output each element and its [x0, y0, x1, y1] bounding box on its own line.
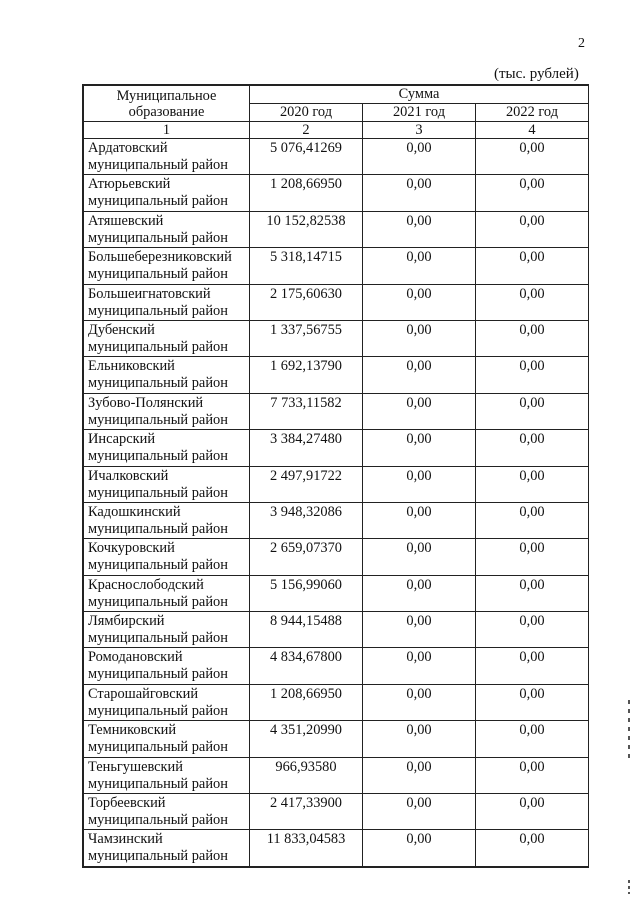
municipality-name: [84, 466, 250, 502]
sum-2022-cell: 0,00: [476, 320, 589, 356]
municipality-name-line1: Теньгушевский: [88, 758, 183, 775]
column-number: 3: [363, 122, 476, 139]
sum-2022-cell: 0,00: [476, 757, 589, 793]
sum-2020-cell: 2 659,07370: [250, 539, 363, 575]
municipality-name: [84, 502, 250, 538]
municipality-name-line1: Зубово-Полянский: [88, 394, 204, 411]
table-row: [84, 357, 589, 393]
municipality-name-line1: Чамзинский: [88, 831, 163, 848]
municipality-name-line2: муниципальный район: [88, 266, 228, 283]
sum-2021-cell: 0,00: [363, 139, 476, 175]
sum-2020-cell: 2 175,60630: [250, 284, 363, 320]
municipality-name: [84, 175, 250, 211]
sum-2021-cell: 0,00: [363, 284, 476, 320]
municipality-name-line2: муниципальный район: [88, 193, 228, 210]
municipality-name: [84, 430, 250, 466]
municipality-name-line2: муниципальный район: [88, 812, 228, 829]
municipality-name-line2: муниципальный район: [88, 338, 228, 355]
municipality-name-line2: муниципальный район: [88, 557, 228, 574]
table-row: [84, 430, 589, 466]
municipality-name-line2: муниципальный район: [88, 411, 228, 428]
header-year-2022: 2022 год: [476, 104, 589, 122]
municipality-name-line2: муниципальный район: [88, 375, 228, 392]
sum-2022-cell: 0,00: [476, 539, 589, 575]
sum-2021-cell: 0,00: [363, 575, 476, 611]
municipality-name-line2: муниципальный район: [88, 739, 228, 756]
units-note: (тыс. рублей): [494, 66, 579, 82]
budget-table-frame: [82, 84, 589, 868]
sum-2020-cell: 11 833,04583: [250, 830, 363, 866]
sum-2020-cell: 10 152,82538: [250, 211, 363, 247]
sum-2021-cell: 0,00: [363, 430, 476, 466]
municipality-name-line2: муниципальный район: [88, 302, 228, 319]
municipality-name: [84, 357, 250, 393]
sum-2022-cell: 0,00: [476, 248, 589, 284]
table-row: [84, 612, 589, 648]
municipality-name-line1: Торбеевский: [88, 795, 166, 812]
municipality-name-line1: Старошайговский: [88, 685, 199, 702]
sum-2021-cell: 0,00: [363, 466, 476, 502]
municipality-name-line2: муниципальный район: [88, 775, 228, 792]
municipality-name: [84, 612, 250, 648]
sum-2022-cell: 0,00: [476, 357, 589, 393]
column-number: 4: [476, 122, 589, 139]
sum-2021-cell: 0,00: [363, 357, 476, 393]
header-municipality: Муниципальное образование: [84, 86, 250, 122]
sum-2021-cell: 0,00: [363, 211, 476, 247]
municipality-name-line1: Большеберезниковский: [88, 249, 232, 266]
table-row: [84, 466, 589, 502]
municipality-name-line2: муниципальный район: [88, 848, 228, 865]
municipality-name: [84, 320, 250, 356]
municipality-name-line1: Кадошкинский: [88, 503, 181, 520]
sum-2021-cell: 0,00: [363, 830, 476, 866]
sum-2021-cell: 0,00: [363, 721, 476, 757]
table-row: [84, 648, 589, 684]
sum-2020-cell: 2 417,33900: [250, 794, 363, 830]
sum-2021-cell: 0,00: [363, 794, 476, 830]
sum-2020-cell: 4 834,67800: [250, 648, 363, 684]
sum-2021-cell: 0,00: [363, 502, 476, 538]
table-row: [84, 502, 589, 538]
sum-2021-cell: 0,00: [363, 393, 476, 429]
sum-2020-cell: 966,93580: [250, 757, 363, 793]
sum-2020-cell: 5 076,41269: [250, 139, 363, 175]
sum-2022-cell: 0,00: [476, 466, 589, 502]
header-year-2020: 2020 год: [250, 104, 363, 122]
sum-2021-cell: 0,00: [363, 684, 476, 720]
sum-2020-cell: 7 733,11582: [250, 393, 363, 429]
municipality-name-line2: муниципальный район: [88, 229, 228, 246]
table-row: [84, 757, 589, 793]
sum-2020-cell: 5 318,14715: [250, 248, 363, 284]
municipality-name: [84, 539, 250, 575]
sum-2022-cell: 0,00: [476, 211, 589, 247]
sum-2022-cell: 0,00: [476, 794, 589, 830]
sum-2021-cell: 0,00: [363, 648, 476, 684]
page-number: 2: [578, 36, 585, 51]
municipality-name: [84, 648, 250, 684]
scan-edge-mark: [628, 700, 630, 760]
sum-2022-cell: 0,00: [476, 175, 589, 211]
municipality-name-line2: муниципальный район: [88, 520, 228, 537]
municipality-name-line1: Краснослободский: [88, 576, 204, 593]
sum-2021-cell: 0,00: [363, 175, 476, 211]
sum-2020-cell: 8 944,15488: [250, 612, 363, 648]
municipality-name: [84, 284, 250, 320]
municipality-name-line1: Ельниковский: [88, 358, 175, 375]
municipality-name-line2: муниципальный район: [88, 484, 228, 501]
table-row: [84, 248, 589, 284]
sum-2022-cell: 0,00: [476, 648, 589, 684]
table-row: [84, 794, 589, 830]
header-sum: Сумма: [250, 86, 589, 104]
sum-2020-cell: 3 948,32086: [250, 502, 363, 538]
sum-2020-cell: 1 337,56755: [250, 320, 363, 356]
municipality-name: [84, 721, 250, 757]
sum-2022-cell: 0,00: [476, 393, 589, 429]
column-number: 2: [250, 122, 363, 139]
column-number: 1: [84, 122, 250, 139]
municipality-name: [84, 575, 250, 611]
sum-2022-cell: 0,00: [476, 684, 589, 720]
sum-2020-cell: 1 208,66950: [250, 684, 363, 720]
sum-2022-cell: 0,00: [476, 284, 589, 320]
municipality-name-line1: Ромодановский: [88, 649, 183, 666]
table-row: [84, 320, 589, 356]
table-row: [84, 539, 589, 575]
municipality-name-line1: Ардатовский: [88, 140, 168, 156]
municipality-name-line2: муниципальный район: [88, 593, 228, 610]
scan-edge-mark: [628, 880, 630, 894]
sum-2020-cell: 4 351,20990: [250, 721, 363, 757]
table-row: [84, 284, 589, 320]
municipality-name: [84, 139, 250, 175]
sum-2022-cell: 0,00: [476, 430, 589, 466]
sum-2021-cell: 0,00: [363, 248, 476, 284]
sum-2021-cell: 0,00: [363, 320, 476, 356]
table-row: [84, 721, 589, 757]
sum-2022-cell: 0,00: [476, 721, 589, 757]
municipality-name-line1: Большеигнатовский: [88, 285, 211, 302]
sum-2022-cell: 0,00: [476, 502, 589, 538]
municipality-name-line1: Кочкуровский: [88, 540, 175, 557]
municipality-name-line2: муниципальный район: [88, 157, 228, 173]
municipality-name: [84, 830, 250, 866]
municipality-name-line2: муниципальный район: [88, 630, 228, 647]
sum-2021-cell: 0,00: [363, 539, 476, 575]
table-header: [84, 86, 589, 139]
sum-2021-cell: 0,00: [363, 612, 476, 648]
table-row: [84, 575, 589, 611]
municipality-name-line1: Лямбирский: [88, 613, 165, 630]
sum-2020-cell: 1 692,13790: [250, 357, 363, 393]
table-row: [84, 830, 589, 866]
municipality-name-line1: Инсарский: [88, 431, 156, 448]
table-row: [84, 175, 589, 211]
municipality-name: [84, 757, 250, 793]
header-year-2021: 2021 год: [363, 104, 476, 122]
municipality-name-line1: Атюрьевский: [88, 176, 171, 193]
municipality-name-line1: Дубенский: [88, 321, 155, 338]
municipality-name-line1: Атяшевский: [88, 212, 164, 229]
municipality-name: [84, 794, 250, 830]
municipality-name-line2: муниципальный район: [88, 448, 228, 465]
municipality-name: [84, 211, 250, 247]
municipality-name: [84, 393, 250, 429]
municipality-name-line1: Ичалковский: [88, 467, 169, 484]
table-row: [84, 211, 589, 247]
sum-2020-cell: 3 384,27480: [250, 430, 363, 466]
sum-2020-cell: 5 156,99060: [250, 575, 363, 611]
table-row: [84, 684, 589, 720]
sum-2020-cell: 1 208,66950: [250, 175, 363, 211]
table-row: [84, 393, 589, 429]
sum-2020-cell: 2 497,91722: [250, 466, 363, 502]
sum-2022-cell: 0,00: [476, 612, 589, 648]
municipality-name-line2: муниципальный район: [88, 702, 228, 719]
table-row: [84, 139, 589, 175]
sum-2022-cell: 0,00: [476, 575, 589, 611]
municipality-name-line2: муниципальный район: [88, 666, 228, 683]
municipality-name: [84, 684, 250, 720]
municipality-name-line1: Темниковский: [88, 722, 177, 739]
table-body: [84, 139, 589, 867]
municipality-name: [84, 248, 250, 284]
sum-2021-cell: 0,00: [363, 757, 476, 793]
sum-2022-cell: 0,00: [476, 830, 589, 866]
budget-table: [83, 85, 589, 867]
sum-2022-cell: 0,00: [476, 139, 589, 175]
